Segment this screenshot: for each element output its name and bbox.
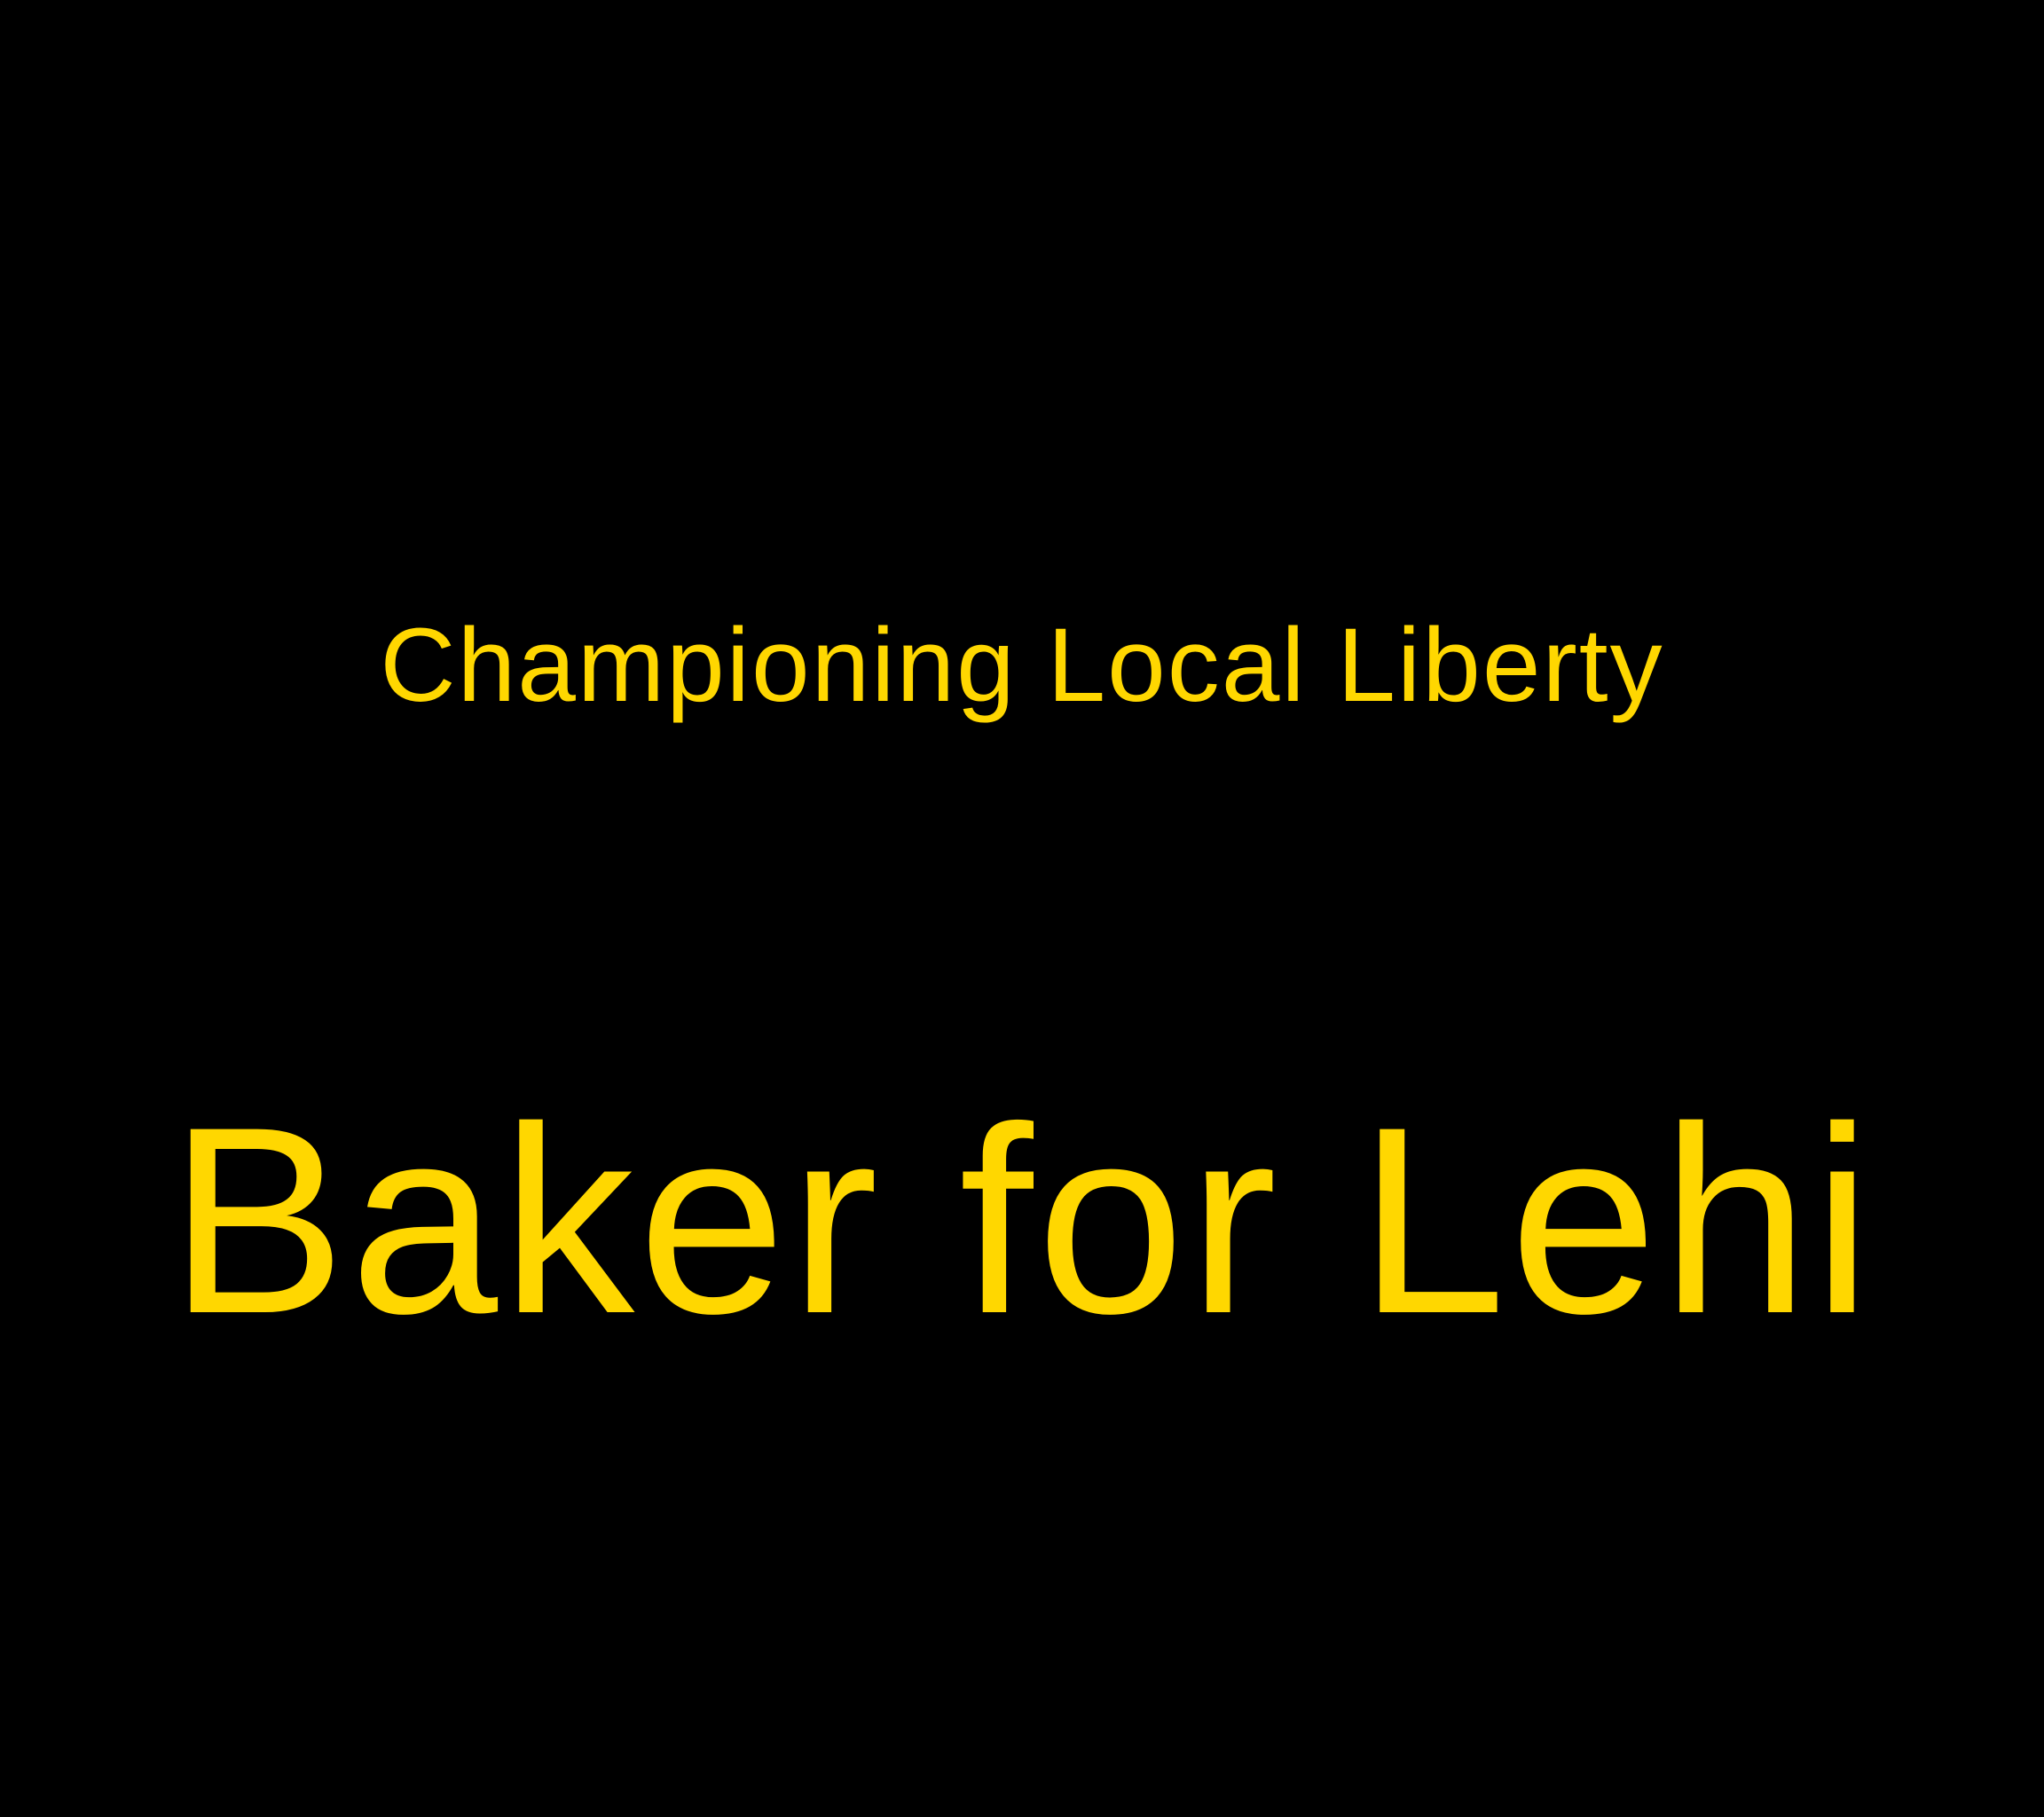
tagline-text: Championing Local Liberty xyxy=(380,607,1664,724)
headline-text: Baker for Lehi xyxy=(169,1071,1875,1369)
